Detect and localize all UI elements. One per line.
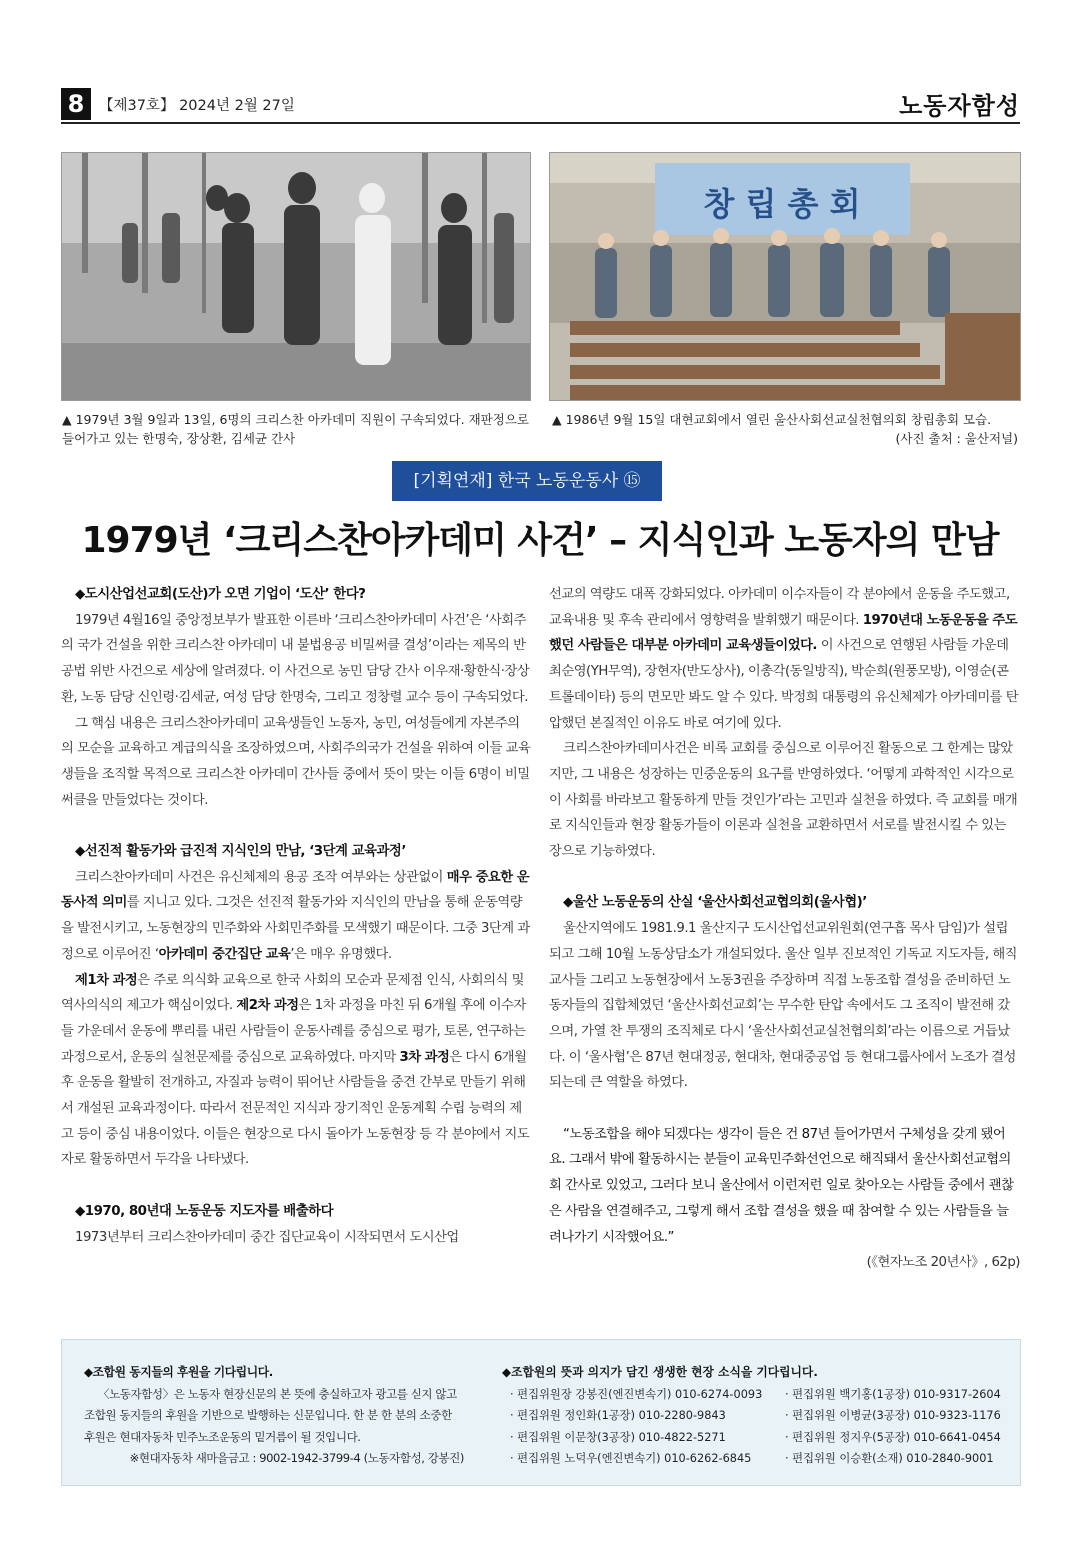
- paragraph: 크리스찬아카데미사건은 비록 교회를 중심으로 이루어진 활동으로 그 한계는 많았지만, 그 내용은 성장하는 민중운동의 요구를 반영하였다. ‘어떻게 과학적인 시각으로 이 사회를 바라보고 활동하게 만들 것인가’라는 고민과 실천을 하였다. 즉 교회를 매개로 지식인들과 현장 활동가들이 이론과 실천을 교환하면서 서로를 발전시킬 수 있는 장으로 기능하였다.: [549, 741, 1018, 860]
- masthead-logo: 노동자함성: [899, 91, 1020, 120]
- paragraph: 1973년부터 크리스찬아카데미 중간 집단교육이 시작되면서 도시산업: [75, 1229, 459, 1245]
- contacts-list: [510, 1384, 1002, 1470]
- section-heading: ◆1970, 80년대 노동운동 지도자를 배출하다: [75, 1203, 334, 1219]
- photo-source: (사진 출처 : 울산저널): [895, 431, 1018, 446]
- contact-item: · 편집위원장 강봉진(엔진변속기) 010-6274-0093: [510, 1387, 763, 1401]
- photo-founding-assembly: [549, 152, 1021, 401]
- article-column-right: [549, 582, 1020, 1276]
- contact-item: · 편집위원 이승환(소재) 010-2840-9001: [785, 1452, 994, 1465]
- quote: “노동조합을 해야 되겠다는 생각이 들은 건 87년 들어가면서 구체성을 갖게 됐어요. 그래서 밖에 활동하시는 분들이 교육민주화선언으로 해직돼서 울산사회선교협의회 간사로 있었고, 그러다 보니 울산에서 이런저런 일로 찾아오는 사람들 중에서 괜찮은 사람을 연결해주고, 그렇게 해서 조합 결성을 했을 때 참여할 수 있는 사람들을 늘려나가기 시작했어요.”: [549, 1126, 1014, 1245]
- paragraph: 제1차 과정은 주로 의식화 교육으로 한국 사회의 모순과 문제점 인식, 사회의식 및 역사의식의 제고가 핵심이었다. 제2차 과정은 1차 과정을 마친 뒤 6개월 후에 이수자들 가운데서 운동에 뿌리를 내린 사람들이 운동사례를 중심으로 평가, 토론, 연구하는 과정으로서, 운동의 실천문제를 중심으로 교육하였다. 마지막 3차 과정은 다시 6개월 후 운동을 활발히 전개하고, 자질과 능력이 뛰어난 사람들을 중견 간부로 만들기 위해서 개설된 교육과정이다. 따라서 전문적인 지식과 장기적인 운동계획 수립 능력의 제고 등이 중심 내용이었다. 이들은 현장으로 다시 돌아가 노동현장 등 각 분야에서 지도자로 활동하면서 두각을 나타냈다.: [61, 972, 530, 1168]
- contact-item: · 편집위원 노덕우(엔진변속기) 010-6262-6845: [510, 1452, 752, 1465]
- notice-box: [61, 1339, 1021, 1486]
- banner-text: 창 립 총 회: [703, 185, 861, 223]
- editorial-contacts: [502, 1362, 1002, 1470]
- photo-assembly-caption-text: ▲ 1986년 9월 15일 대현교회에서 열린 울산사회선교실천협의회 창립총회 모습.: [552, 412, 992, 427]
- header-rule: [61, 122, 1020, 124]
- series-banner: [기획연재] 한국 노동운동사 ⑮: [392, 461, 662, 501]
- issue-date: 【제37호】 2024년 2월 27일: [99, 98, 295, 114]
- contacts-heading: ◆조합원의 뜻과 의지가 담긴 생생한 현장 소식을 기다립니다.: [502, 1365, 818, 1379]
- section-heading: ◆도시산업선교회(도산)가 오면 기업이 ‘도산’ 한다?: [75, 587, 366, 602]
- photo-assembly-caption: [552, 410, 1018, 448]
- paragraph: 1979년 4월16일 중앙정보부가 발표한 이른바 ‘크리스찬아카데미 사건’은 ‘사회주의 국가 건설을 위한 크리스찬 아카데미 내 불법용공 비밀써클 결성’이라는 제목의 반공법 위반 사건으로 세상에 알려졌다. 이 사건으로 농민 담당 간사 이우재·황한식·장상환, 노동 담당 신인령·김세균, 여성 담당 한명숙, 그리고 정창렬 교수 등이 구속되었다.: [61, 612, 530, 705]
- page-number: 8: [61, 88, 91, 120]
- contact-item: · 편집위원 이병균(3공장) 010-9323-1176: [785, 1409, 1001, 1422]
- section-heading: ◆울산 노동운동의 산실 ‘울산사회선교협의회(울사협)’: [563, 895, 867, 911]
- contact-item: · 편집위원 이문창(3공장) 010-4822-5271: [510, 1430, 726, 1444]
- section-heading: ◆선진적 활동가와 급진적 지식인의 만남, ‘3단계 교육과정’: [75, 844, 406, 860]
- article-title: 1979년 ‘크리스찬아카데미 사건’ – 지식인과 노동자의 만남: [81, 520, 999, 561]
- paragraph: 선교의 역량도 대폭 강화되었다. 아카데미 이수자들이 각 분야에서 운동을 주도했고, 교육내용 및 후속 관리에서 영향력을 발휘했기 때문이다. 1970년대 노동운동을 주도했던 사람들은 대부분 아카데미 교육생들이었다. 이 사건으로 연행된 사람들 가운데 최순영(YH무역), 장현자(반도상사), 이총각(동일방직), 박순희(원풍모방), 이영순(콘트롤데이타) 등의 면모만 봐도 알 수 있다. 박정희 대통령의 유신체제가 아카데미를 탄압했던 본질적인 이유도 바로 여기에 있다.: [549, 587, 1019, 731]
- paragraph: 그 핵심 내용은 크리스찬아카데미 교육생들인 노동자, 농민, 여성들에게 자본주의의 모순을 교육하고 계급의식을 조장하였으며, 사회주의국가 건설을 위하여 이들 교육생들을 조직할 목적으로 크리스찬 아카데미 간사들 중에서 뜻이 맞는 이들 6명이 비밀 써클을 만들었다는 것이다.: [61, 715, 531, 808]
- donation-heading: ◆조합원 동지들의 후원을 기다립니다.: [84, 1365, 273, 1379]
- contact-item: · 편집위원 정인화(1공장) 010-2280-9843: [510, 1409, 726, 1422]
- article-column-left: [61, 582, 531, 1250]
- contact-item: · 편집위원 정지우(5공장) 010-6641-0454: [785, 1430, 1001, 1444]
- donation-account: ※현대자동차 새마을금고 : 9002-1942-3799-4 (노동자함성, 강봉진): [129, 1451, 464, 1465]
- paragraph: 크리스찬아카데미 사건은 유신체제의 용공 조작 여부와는 상관없이 매우 중요한 운동사적 의미를 지니고 있다. 그것은 선진적 활동가와 지식인의 만남을 통해 운동역량을 발전시키고, 노동현장의 민주화와 사회민주화를 모색했기 때문이다. 그중 3단계 과정으로 이루어진 ‘아카데미 중간집단 교육’은 매우 유명했다.: [61, 869, 530, 962]
- quote-source: (《현자노조 20년사》, 62p): [866, 1255, 1020, 1271]
- contact-item: · 편집위원 백기홍(1공장) 010-9317-2604: [785, 1387, 1001, 1401]
- paragraph: 울산지역에도 1981.9.1 울산지구 도시산업선교위원회(연구흡 목사 담임)가 설립되고 그해 10월 노동상담소가 개설되었다. 울산 일부 진보적인 기독교 지도자들, 해직 교사들 그리고 노동현장에서 노동3권을 주장하며 직접 노동조합 결성을 준비하던 노동자들의 집합체였던 ‘울산사회선교회’는 무수한 탄압 속에서도 그 조직이 발전해 갔으며, 가열 찬 투쟁의 조직체로 다시 ‘울산사회선교실천협의회’라는 이름으로 거듭났다. 이 ‘울사협’은 87년 현대정공, 현대차, 현대중공업 등 현대그룹사에서 노조가 결성되는데 큰 역할을 하였다.: [549, 921, 1018, 1091]
- donation-notice: [84, 1362, 464, 1470]
- photo-arrest: [61, 152, 531, 401]
- photo-assembly-illustration: [550, 153, 1020, 400]
- donation-body: 〈노동자함성〉은 노동자 현장신문의 본 뜻에 충실하고자 광고를 싣지 않고 조합원 동지들의 후원을 기반으로 발행하는 신문입니다. 한 분 한 분의 소중한 후원은 현대자동차 민주노조운동의 밑거름이 될 것입니다.: [84, 1386, 457, 1444]
- photo-arrest-illustration: [62, 153, 530, 400]
- photo-arrest-caption: ▲ 1979년 3월 9일과 13일, 6명의 크리스찬 아카데미 직원이 구속되었다. 재판정으로 들어가고 있는 한명숙, 장상환, 김세균 간사: [62, 412, 529, 446]
